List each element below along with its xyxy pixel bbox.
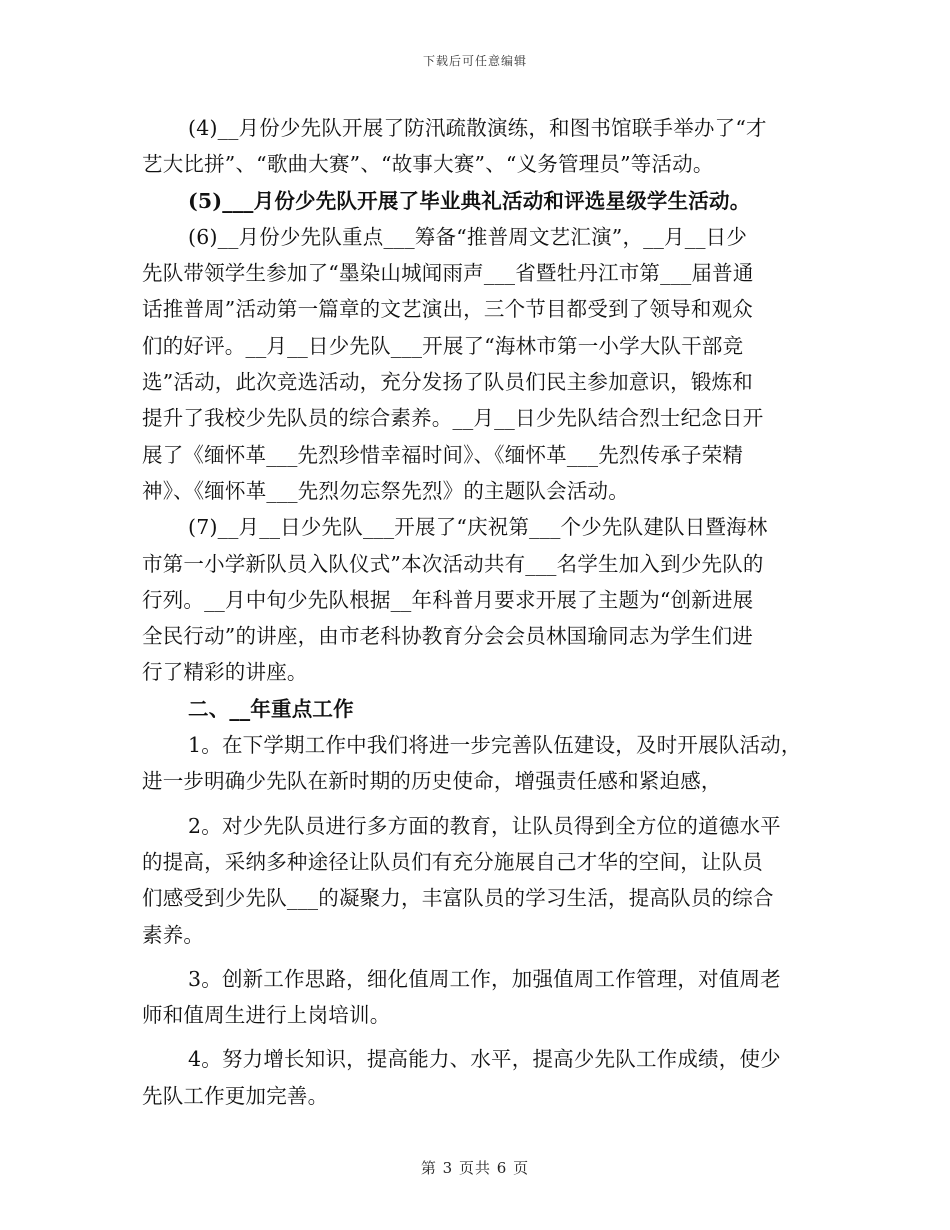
paragraph-7-line-3: 行列。__月中旬少先队根据__年科普月要求开展了主题为“创新进展: [142, 587, 754, 612]
item-2-line-2: 的提高，采纳多种途径让队员们有充分施展自己才华的空间，让队员: [142, 849, 763, 874]
item-2-line-4: 素养。: [142, 922, 205, 947]
paragraph-6-line-2: 先队带领学生参加了“墨染山城闻雨声___省暨牡丹江市第___届普通: [142, 261, 754, 286]
item-2-line-3: 们感受到少先队___的凝聚力，丰富队员的学习生活，提高队员的综合: [142, 886, 774, 911]
paragraph-7-line-4: 全民行动”的讲座，由市老科协教育分会会员林国瑜同志为学生们进: [142, 624, 753, 649]
paragraph-4-line-1: (4)__月份少先队开展了防汛疏散演练，和图书馆联手举办了“才: [188, 116, 767, 140]
paragraph-6-line-5: 选”活动，此次竞选活动，充分发扬了队员们民主参加意识，锻炼和: [142, 370, 753, 395]
item-2-line-1: 2。对少先队员进行多方面的教育，让队员得到全方位的道德水平: [188, 813, 781, 838]
page-header: 下载后可任意编辑: [422, 54, 527, 68]
paragraph-6-line-7: 展了《缅怀革___先烈珍惜幸福时间》、《缅怀革___先烈传承子荣精: [142, 442, 744, 467]
paragraph-7-line-2: 市第一小学新队员入队仪式”本次活动共有___名学生加入到少先队的: [142, 551, 764, 576]
section-heading: 二、__年重点工作: [188, 696, 354, 721]
paragraph-6-line-1: (6)__月份少先队重点___筹备“推普周文艺汇演”，__月__日少: [188, 224, 748, 249]
paragraph-5-line-1: (5)___月份少先队开展了毕业典礼活动和评选星级学生活动。: [188, 188, 751, 213]
paragraph-6-line-3: 话推普周”活动第一篇章的文艺演出，三个节目都受到了领导和观众: [142, 297, 753, 322]
document-body: [142, 110, 832, 1114]
item-1-line-1: 1。在下学期工作中我们将进一步完善队伍建设，及时开展队活动，: [188, 733, 802, 758]
paragraph-6-line-8: 神》、《缅怀革___先烈勿忘祭先烈》的主题队会活动。: [142, 478, 629, 503]
page-footer: 第 3 页共 6 页: [420, 1159, 530, 1177]
paragraph-6-line-4: 们的好评。__月__日少先队___开展了“海林市第一小学大队干部竞: [142, 333, 744, 358]
paragraph-7-line-1: (7)__月__日少先队___开展了“庆祝第___个少先队建队日暨海林: [188, 515, 768, 540]
item-3-line-2: 师和值周生进行上岗培训。: [142, 1003, 391, 1028]
item-4-line-2: 先队工作更加完善。: [142, 1083, 329, 1108]
item-4-line-1: 4。努力增长知识，提高能力、水平，提高少先队工作成绩，使少: [188, 1047, 781, 1072]
item-3-line-1: 3。创新工作思路，细化值周工作，加强值周工作管理，对值周老: [188, 966, 781, 991]
paragraph-6-line-6: 提升了我校少先队员的综合素养。__月__日少先队结合烈士纪念日开: [142, 406, 764, 431]
paragraph-7-line-5: 行了精彩的讲座。: [142, 660, 308, 685]
paragraph-4-line-2: 艺大比拼”、“歌曲大赛”、“故事大赛”、“义务管理员”等活动。: [142, 152, 714, 177]
item-1-line-2: 进一步明确少先队在新时期的历史使命，增强责任感和紧迫感，: [142, 769, 722, 794]
